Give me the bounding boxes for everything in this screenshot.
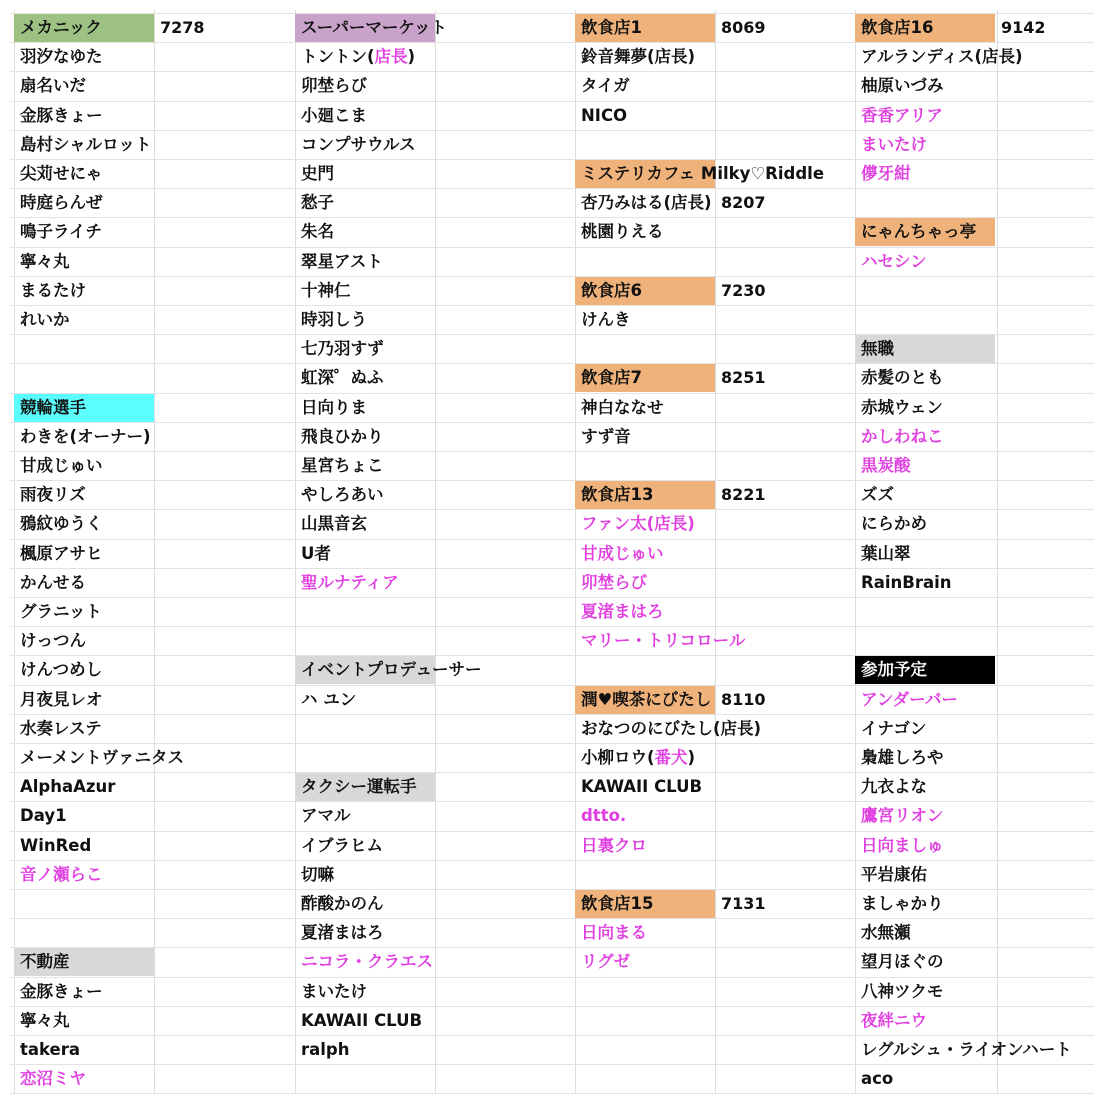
member-name-suffix: ) — [407, 47, 416, 66]
member-name-cell[interactable] — [295, 159, 435, 188]
category-label: メカニック — [20, 18, 102, 37]
member-name: アンダーバー — [861, 690, 958, 709]
member-name-cell[interactable] — [575, 305, 715, 334]
member-name: 朱名 — [301, 222, 334, 241]
member-name: ハ ユン — [301, 690, 357, 709]
member-name: 梟雄しろや — [861, 748, 944, 767]
member-name-cell[interactable] — [295, 451, 435, 480]
member-name: コンプサウルス — [301, 135, 416, 154]
category-label: 参加予定 — [861, 660, 927, 679]
member-name-cell[interactable] — [575, 393, 715, 422]
member-name-cell[interactable] — [575, 947, 715, 976]
member-name: ralph — [301, 1040, 350, 1059]
member-name: 水奏レステ — [20, 719, 102, 738]
frequency-number-cell[interactable]: 8207 — [721, 193, 766, 212]
member-name-cell[interactable] — [295, 130, 435, 159]
member-name: 鴉紋ゆうく — [20, 514, 103, 533]
member-name: 金豚きょー — [20, 982, 103, 1001]
member-name-cell[interactable] — [295, 860, 435, 889]
member-name: レグルシュ・ライオンハート — [861, 1040, 1072, 1059]
member-name: 島村シャルロット — [20, 135, 152, 154]
category-label: 飲食店13 — [581, 485, 654, 504]
category-label: 飲食店15 — [581, 894, 654, 913]
member-name-cell[interactable] — [855, 509, 995, 538]
member-name: KAWAII CLUB — [581, 777, 703, 796]
member-name: れいか — [20, 310, 70, 329]
member-name-cell[interactable] — [14, 743, 185, 772]
member-name-cell[interactable] — [295, 831, 435, 860]
member-name: 日向りま — [301, 398, 367, 417]
category-label: 飲食店16 — [861, 18, 934, 37]
member-name: ましゃかり — [861, 894, 944, 913]
member-name: 卯埜らび — [301, 76, 367, 95]
member-name: 扇名いだ — [20, 76, 86, 95]
grid-row-line — [10, 305, 1094, 306]
member-name: 九衣よな — [861, 777, 927, 796]
member-name-cell[interactable] — [855, 831, 995, 860]
member-name-cell[interactable] — [575, 714, 762, 743]
category-header-cell[interactable] — [575, 364, 715, 392]
member-name: けんき — [581, 310, 631, 329]
member-name-cell[interactable] — [855, 714, 995, 743]
member-name-cell[interactable] — [575, 626, 746, 655]
member-name-cell[interactable] — [295, 217, 435, 246]
category-label: ミステリカフェ Milky♡Riddle — [581, 164, 825, 183]
category-label: 潤♥喫茶にびたし — [581, 690, 712, 709]
member-name-cell[interactable] — [575, 772, 715, 801]
member-name-cell[interactable] — [855, 685, 995, 714]
member-name: 十神仁 — [301, 281, 351, 300]
member-name: KAWAII CLUB — [301, 1011, 423, 1030]
member-name-cell[interactable] — [14, 772, 154, 801]
member-name: 金豚きょー — [20, 106, 103, 125]
member-name: 日裏クロ — [581, 836, 647, 855]
category-label: タクシー運転手 — [301, 777, 417, 796]
member-name: 雨夜リズ — [20, 485, 86, 504]
member-name-cell[interactable] — [575, 918, 715, 947]
member-name-cell[interactable] — [855, 71, 995, 100]
member-name: 切嘛 — [301, 865, 334, 884]
category-header-cell[interactable] — [575, 686, 715, 714]
member-name: 愁子 — [301, 193, 334, 212]
frequency-number-cell[interactable]: 9142 — [1001, 18, 1046, 37]
member-name: 尖苅せにゃ — [20, 164, 103, 183]
member-name: 史門 — [301, 164, 334, 183]
member-name-cell[interactable] — [575, 422, 715, 451]
member-name-cell[interactable] — [855, 363, 995, 392]
member-name: 鈴音舞夢(店長) — [581, 47, 696, 66]
member-name-cell[interactable] — [855, 247, 995, 276]
frequency-number-cell[interactable]: 7131 — [721, 894, 766, 913]
member-name-cell[interactable] — [295, 889, 435, 918]
category-header-cell[interactable] — [14, 948, 154, 976]
member-name-cell[interactable] — [295, 1035, 435, 1064]
member-name: 星宮ちょこ — [301, 456, 384, 475]
member-name: 夏渚まはろ — [301, 923, 384, 942]
member-name-cell[interactable] — [855, 393, 995, 422]
member-name-cell[interactable] — [14, 1006, 154, 1035]
member-name: まいたけ — [301, 982, 367, 1001]
member-name: ニコラ・クラエス — [301, 952, 433, 971]
member-name-cell[interactable] — [14, 276, 154, 305]
member-name: 酢酸かのん — [301, 894, 384, 913]
member-name-cell[interactable] — [855, 772, 995, 801]
member-name-cell[interactable] — [14, 626, 154, 655]
member-name-cell[interactable] — [14, 539, 154, 568]
category-label: イベントプロデューサー — [301, 660, 482, 679]
member-name-cell[interactable] — [295, 305, 435, 334]
member-name-cell[interactable] — [14, 217, 154, 246]
member-name-cell[interactable] — [855, 860, 995, 889]
frequency-number-cell[interactable]: 7278 — [160, 18, 205, 37]
member-name-cell[interactable] — [295, 918, 435, 947]
member-name-cell[interactable] — [855, 159, 995, 188]
member-name-cell[interactable] — [295, 188, 435, 217]
member-name-cell[interactable] — [575, 509, 715, 538]
member-name-cell[interactable] — [575, 42, 715, 71]
member-name-cell[interactable] — [14, 451, 154, 480]
member-name-cell[interactable] — [14, 480, 154, 509]
member-name-cell[interactable] — [575, 568, 715, 597]
member-name-cell[interactable] — [575, 217, 715, 246]
member-name: 小廻こま — [301, 106, 367, 125]
member-name-cell[interactable] — [14, 305, 154, 334]
member-name-cell[interactable] — [14, 568, 154, 597]
grid-row-line — [10, 188, 1094, 189]
member-name-cell[interactable] — [14, 685, 154, 714]
member-name: 桃園りえる — [581, 222, 664, 241]
member-name: 時庭らんぜ — [20, 193, 103, 212]
member-name-cell[interactable] — [14, 801, 154, 830]
member-role-highlight: 店長 — [374, 47, 408, 66]
category-header-cell[interactable] — [14, 394, 154, 422]
grid-row-line — [10, 597, 1094, 598]
member-name: 柚原いづみ — [861, 76, 944, 95]
member-name: かんせる — [20, 573, 86, 592]
member-name: 夜絆ニウ — [861, 1011, 927, 1030]
member-name-cell[interactable] — [575, 597, 715, 626]
member-name-cell[interactable] — [14, 101, 154, 130]
member-name-cell[interactable] — [14, 714, 154, 743]
member-name: ハセシン — [861, 252, 927, 271]
member-name: 聖ルナティア — [301, 573, 399, 592]
member-name-cell[interactable] — [14, 422, 154, 451]
member-name-cell[interactable] — [855, 422, 995, 451]
member-name: おなつのにびたし(店長) — [581, 719, 762, 738]
member-name: 時羽しう — [301, 310, 367, 329]
category-label: 飲食店6 — [581, 281, 642, 300]
member-name: やしろあい — [301, 485, 384, 504]
member-name-cell[interactable] — [295, 480, 435, 509]
category-label: スーパーマーケット — [301, 18, 448, 37]
category-header-cell[interactable] — [575, 277, 715, 305]
member-name-cell[interactable] — [295, 539, 435, 568]
member-name: RainBrain — [861, 573, 952, 592]
member-name: 翠星アスト — [301, 252, 383, 271]
member-name-cell[interactable] — [855, 743, 995, 772]
frequency-number-cell[interactable]: 8110 — [721, 690, 766, 709]
member-name-cell[interactable] — [295, 101, 435, 130]
member-name: 日向まる — [581, 923, 647, 942]
member-name-cell[interactable] — [14, 597, 154, 626]
category-header-cell[interactable] — [295, 14, 448, 42]
member-name-cell[interactable] — [14, 977, 154, 1006]
member-name: 赤城ウェン — [861, 398, 943, 417]
member-name: 神白ななせ — [581, 398, 664, 417]
member-name-cell[interactable] — [295, 568, 435, 597]
member-name: 香香アリア — [861, 106, 943, 125]
member-name-cell[interactable] — [295, 947, 435, 976]
member-name-cell[interactable] — [295, 1006, 435, 1035]
member-name: ファン太(店長) — [581, 514, 695, 533]
member-name-cell[interactable] — [14, 159, 154, 188]
member-name: にらかめ — [861, 514, 927, 533]
member-name-cell[interactable] — [855, 1006, 995, 1035]
member-name: イブラヒム — [301, 836, 384, 855]
member-name: 平岩康佑 — [861, 865, 927, 884]
member-name: U者 — [301, 544, 331, 563]
member-name: イナゴン — [861, 719, 927, 738]
member-name-cell[interactable] — [295, 42, 435, 71]
member-name: すず音 — [581, 427, 631, 446]
member-role-highlight: 番犬 — [654, 748, 688, 767]
grid-column-line — [997, 10, 998, 1094]
member-name-cell[interactable] — [575, 188, 715, 217]
member-name-cell[interactable] — [855, 947, 995, 976]
member-name: 寧々丸 — [20, 252, 70, 271]
member-name: 甘成じゅい — [20, 456, 103, 475]
member-name-cell[interactable] — [14, 42, 154, 71]
member-name: 恋沼ミヤ — [20, 1069, 86, 1088]
member-name-cell[interactable] — [855, 568, 995, 597]
category-header-cell[interactable] — [575, 481, 715, 509]
member-name-cell[interactable] — [575, 801, 715, 830]
member-name-cell[interactable] — [295, 422, 435, 451]
frequency-number-cell[interactable]: 7230 — [721, 281, 766, 300]
member-name: 黒炭酸 — [861, 456, 911, 475]
member-name: 山黒音玄 — [301, 514, 367, 533]
member-name: リグゼ — [581, 952, 631, 971]
member-name: アルランディス(店長) — [861, 47, 1023, 66]
category-label: 飲食店7 — [581, 368, 642, 387]
member-name: aco — [861, 1069, 894, 1088]
member-name: 赤髪のとも — [861, 368, 944, 387]
member-name-cell[interactable] — [855, 42, 1023, 71]
category-label: 競輪選手 — [20, 398, 86, 417]
member-name-cell[interactable] — [295, 977, 435, 1006]
member-name: 音ノ瀬らこ — [20, 865, 103, 884]
member-name-suffix: ) — [687, 748, 696, 767]
category-header-cell[interactable] — [855, 218, 995, 246]
member-name-cell[interactable] — [575, 743, 715, 772]
member-name-cell[interactable] — [855, 1035, 1072, 1064]
member-name: 楓原アサヒ — [20, 544, 103, 563]
member-name-cell[interactable] — [295, 276, 435, 305]
category-header-cell[interactable] — [295, 656, 482, 684]
member-name: けんつめし — [20, 660, 103, 679]
member-name-cell[interactable] — [855, 480, 995, 509]
member-name-cell[interactable] — [14, 247, 154, 276]
category-header-cell[interactable] — [575, 160, 825, 188]
member-name-cell[interactable] — [855, 918, 995, 947]
member-name: 甘成じゅい — [581, 544, 664, 563]
frequency-number-cell[interactable]: 8221 — [721, 485, 766, 504]
member-name: 葉山翠 — [861, 544, 911, 563]
member-name-cell[interactable] — [575, 71, 715, 100]
member-name-cell[interactable] — [14, 188, 154, 217]
member-name: まるたけ — [20, 281, 86, 300]
member-name: アマル — [301, 806, 351, 825]
member-name: 小柳ロウ( — [581, 748, 655, 767]
member-name: Day1 — [20, 806, 67, 825]
category-header-cell[interactable] — [855, 656, 995, 684]
member-name-cell[interactable] — [855, 889, 995, 918]
frequency-number-cell[interactable]: 8069 — [721, 18, 766, 37]
member-name-cell[interactable] — [295, 71, 435, 100]
member-name-cell[interactable] — [295, 685, 435, 714]
member-name: dtto. — [581, 806, 627, 825]
member-name-cell[interactable] — [295, 801, 435, 830]
member-name-cell[interactable] — [295, 393, 435, 422]
member-name-cell[interactable] — [855, 101, 995, 130]
category-header-cell[interactable] — [855, 14, 995, 42]
member-name: 鷹宮リオン — [861, 806, 944, 825]
member-name: けっつん — [20, 631, 86, 650]
member-name: 夏渚まはろ — [581, 602, 664, 621]
category-label: にゃんちゃっ亭 — [861, 222, 977, 241]
category-header-cell[interactable] — [14, 14, 154, 42]
member-name: 寧々丸 — [20, 1011, 70, 1030]
category-label: 飲食店1 — [581, 18, 642, 37]
frequency-number-cell[interactable]: 8251 — [721, 368, 766, 387]
member-name: タイガ — [581, 76, 630, 95]
member-name-cell[interactable] — [14, 71, 154, 100]
category-label: 不動産 — [20, 952, 70, 971]
member-name: 杏乃みはる(店長) — [581, 193, 712, 212]
member-name: ズズ — [861, 485, 894, 504]
member-name: 卯埜らび — [581, 573, 647, 592]
member-name: 虹深゜ぬふ — [301, 368, 384, 387]
member-name: グラニット — [20, 602, 102, 621]
grid-column-line — [435, 10, 436, 1094]
member-name-cell[interactable] — [14, 509, 154, 538]
member-name: かしわねこ — [861, 427, 944, 446]
member-name-cell[interactable] — [295, 247, 435, 276]
member-name: まいたけ — [861, 135, 927, 154]
category-header-cell[interactable] — [855, 335, 995, 363]
member-name: 日向ましゅ — [861, 836, 944, 855]
member-name-cell[interactable] — [855, 130, 995, 159]
member-name: 望月ほぐの — [861, 952, 944, 971]
category-header-cell[interactable] — [295, 773, 435, 801]
member-name: AlphaAzur — [20, 777, 116, 796]
member-name-cell[interactable] — [295, 509, 435, 538]
member-name-cell[interactable] — [14, 655, 154, 684]
member-name: 七乃羽すず — [301, 339, 384, 358]
member-name: takera — [20, 1040, 81, 1059]
member-name: 鳴子ライチ — [20, 222, 103, 241]
member-name: 月夜見レオ — [20, 690, 103, 709]
member-name-cell[interactable] — [295, 334, 435, 363]
grid-row-line — [10, 276, 1094, 277]
member-name: WinRed — [20, 836, 92, 855]
member-name: NICO — [581, 106, 628, 125]
member-name: わきを(オーナー) — [20, 427, 151, 446]
member-name: 飛良ひかり — [301, 427, 384, 446]
member-name-cell[interactable] — [855, 977, 995, 1006]
category-label: 無職 — [861, 339, 894, 358]
member-name-cell[interactable] — [14, 130, 154, 159]
member-name: メーメントヴァニタス — [20, 748, 185, 767]
member-name-cell[interactable] — [575, 831, 715, 860]
grid-column-line — [154, 10, 155, 1094]
member-name: 八神ツクモ — [861, 982, 944, 1001]
category-header-cell[interactable] — [575, 14, 715, 42]
member-name-cell[interactable] — [14, 1035, 154, 1064]
member-name-cell[interactable] — [855, 1064, 995, 1093]
member-name: 水無瀬 — [861, 923, 911, 942]
member-name: 儚牙紺 — [861, 164, 911, 183]
member-name-cell[interactable] — [855, 539, 995, 568]
member-name: トントン( — [301, 47, 375, 66]
member-name-cell[interactable] — [855, 451, 995, 480]
category-header-cell[interactable] — [575, 890, 715, 918]
member-name-cell[interactable] — [855, 801, 995, 830]
grid-row-line — [10, 626, 1094, 627]
member-name-cell[interactable] — [575, 101, 715, 130]
member-name-cell[interactable] — [14, 860, 154, 889]
member-name-cell[interactable] — [295, 363, 435, 392]
member-name: 羽汐なゆた — [20, 47, 103, 66]
member-name-cell[interactable] — [14, 1064, 154, 1093]
member-name: マリー・トリコロール — [581, 631, 746, 650]
member-name-cell[interactable] — [575, 539, 715, 568]
member-name-cell[interactable] — [14, 831, 154, 860]
